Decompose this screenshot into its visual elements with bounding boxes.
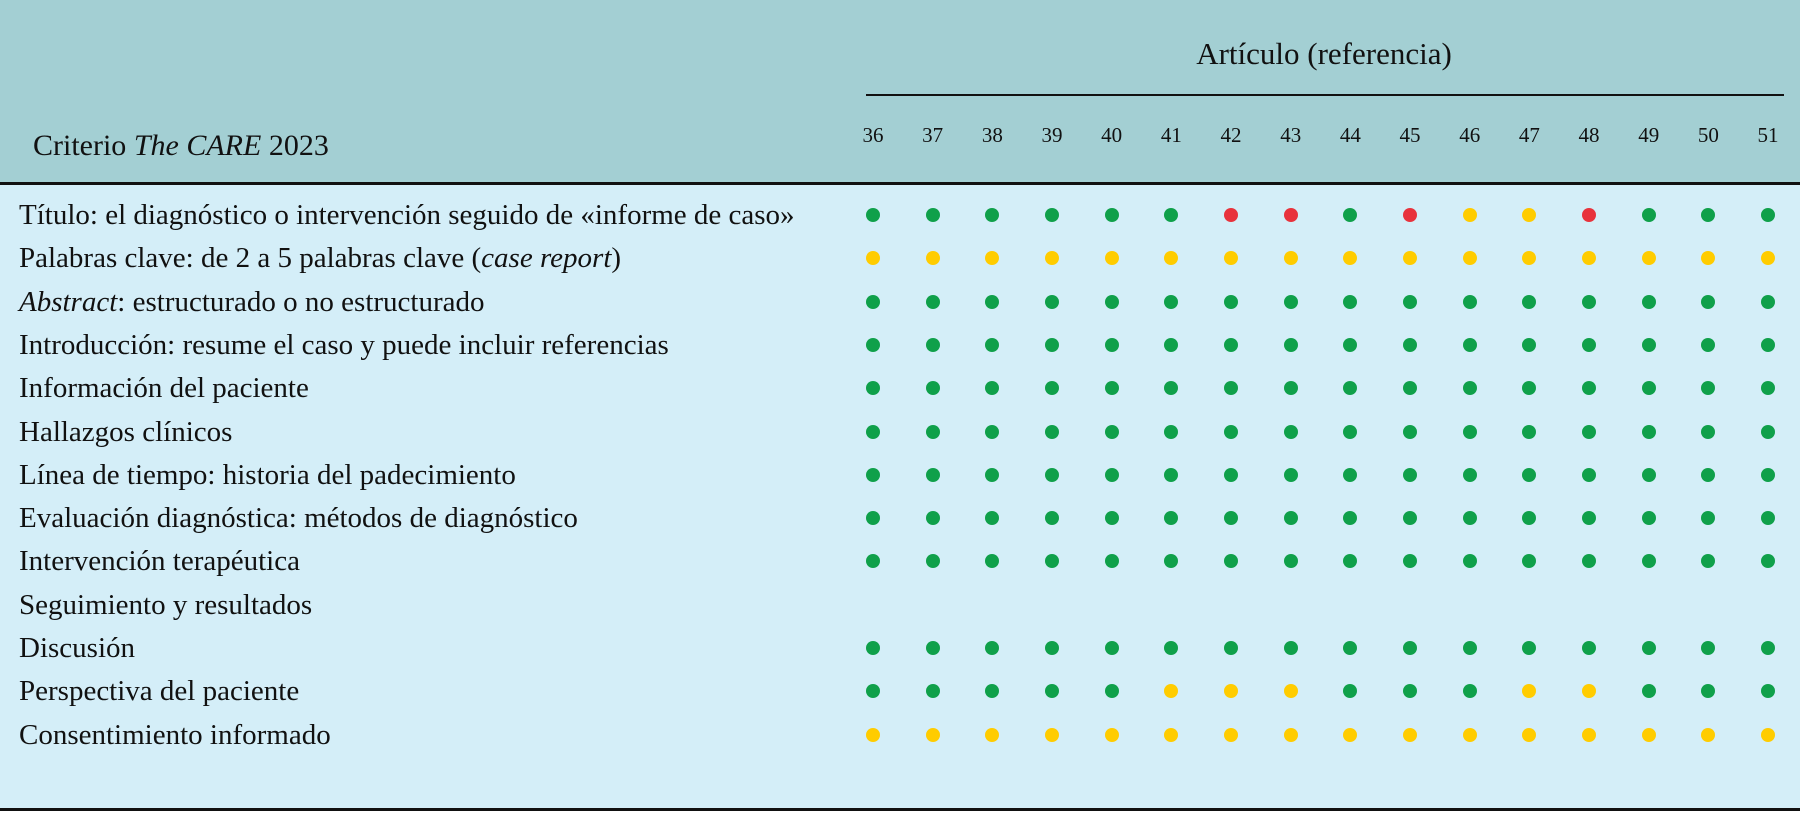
criterion-label-segment: Evaluación diagnóstica: métodos de diagnóstico [19,502,578,535]
criteria-column-heading [33,127,329,165]
status-dot-green [1045,641,1059,655]
status-dot-yellow [926,251,940,265]
criterion-label-segment: Intervención terapéutica [19,545,300,578]
status-dot-green [1582,641,1596,655]
status-dot-yellow [1701,728,1715,742]
status-dot-green [1224,295,1238,309]
status-dot-yellow [1284,728,1298,742]
status-dot-green [1463,554,1477,568]
status-dot-green [1463,468,1477,482]
status-dot-green [1642,641,1656,655]
status-dot-green [1164,295,1178,309]
status-dot-green [1403,338,1417,352]
status-dot-green [1284,425,1298,439]
criterion-label [19,543,300,579]
status-dot-green [926,381,940,395]
status-dot-yellow [926,728,940,742]
status-dot-yellow [1105,251,1119,265]
status-dot-green [926,684,940,698]
status-dot-green [926,468,940,482]
status-dot-green [1343,425,1357,439]
criteria-heading-italic: The CARE [133,129,262,162]
status-dot-green [1642,381,1656,395]
status-dot-yellow [866,728,880,742]
status-dot-green [866,468,880,482]
status-dot-green [926,554,940,568]
status-dot-green [1761,425,1775,439]
status-dot-green [1284,554,1298,568]
criterion-label [19,587,312,623]
status-dot-green [1403,511,1417,525]
status-dot-green [1105,425,1119,439]
criterion-label-segment: Perspectiva del paciente [19,675,300,708]
status-dot-green [866,511,880,525]
status-dot-green [1522,295,1536,309]
status-dot-green [1761,468,1775,482]
status-dot-green [926,295,940,309]
status-dot-green [1701,295,1715,309]
bottom-divider [0,808,1800,811]
criteria-heading-prefix: Criterio [33,129,134,162]
criterion-label [19,370,309,406]
status-dot-green [1463,381,1477,395]
status-dot-green [866,338,880,352]
criterion-label-segment: Consentimiento informado [19,718,331,751]
criterion-label [19,414,232,450]
column-label-48: 48 [1578,123,1600,147]
status-dot-green [1403,295,1417,309]
status-dot-green [866,425,880,439]
status-dot-green [1284,511,1298,525]
criterion-label [19,717,331,753]
criterion-label [19,327,669,363]
status-dot-green [1761,208,1775,222]
column-label-49: 49 [1638,123,1660,147]
status-dot-green [1045,338,1059,352]
status-dot-green [1403,641,1417,655]
status-dot-green [1642,295,1656,309]
status-dot-yellow [1463,251,1477,265]
status-dot-yellow [1642,251,1656,265]
status-dot-green [1761,295,1775,309]
column-label-42: 42 [1220,123,1242,147]
criterion-label [19,500,578,536]
status-dot-green [1045,425,1059,439]
status-dot-green [1642,468,1656,482]
status-dot-green [1403,425,1417,439]
status-dot-green [1105,684,1119,698]
status-dot-green [1105,554,1119,568]
status-dot-yellow [1761,728,1775,742]
status-dot-green [1642,208,1656,222]
status-dot-green [1642,338,1656,352]
status-dot-green [1343,295,1357,309]
status-dot-green [1463,338,1477,352]
status-dot-green [1224,425,1238,439]
criterion-label [19,673,299,709]
column-label-40: 40 [1101,123,1123,147]
criterion-label [19,197,795,233]
column-label-46: 46 [1459,123,1481,147]
status-dot-green [926,208,940,222]
status-dot-green [866,295,880,309]
column-label-44: 44 [1339,123,1361,147]
status-dot-green [985,295,999,309]
status-dot-green [1284,641,1298,655]
status-dot-yellow [1224,728,1238,742]
criterion-label-segment: Discusión [19,632,135,664]
criterion-label [19,240,621,276]
status-dot-green [1582,338,1596,352]
status-dot-green [1582,295,1596,309]
status-dot-green [1224,511,1238,525]
status-dot-green [985,425,999,439]
criterion-label-segment: case report [481,242,612,275]
status-dot-green [1224,641,1238,655]
status-dot-red [1582,208,1596,222]
status-dot-green [1701,425,1715,439]
article-group-heading: Artículo (referencia) [1196,36,1452,71]
status-dot-green [1045,208,1059,222]
status-dot-red [1224,208,1238,222]
status-dot-green [926,641,940,655]
status-dot-yellow [1284,251,1298,265]
group-heading-rule [866,94,1784,96]
status-dot-green [1463,295,1477,309]
status-dot-yellow [1343,728,1357,742]
status-dot-yellow [1403,728,1417,742]
status-dot-green [926,425,940,439]
column-label-41: 41 [1160,123,1182,147]
criterion-label-segment: Seguimiento y resultados [19,588,313,621]
criterion-label-segment: Título: el diagnóstico o intervención seguido de «informe de caso» [19,199,795,231]
status-dot-green [1642,511,1656,525]
status-dot-yellow [1105,728,1119,742]
criterion-label-segment: Línea de tiempo: historia del padecimiento [19,458,516,491]
status-dot-green [1224,338,1238,352]
status-dot-green [1582,468,1596,482]
column-label-47: 47 [1518,123,1540,147]
status-dot-green [1224,468,1238,482]
status-dot-green [926,338,940,352]
status-dot-green [1522,425,1536,439]
status-dot-green [1164,425,1178,439]
status-dot-yellow [1463,208,1477,222]
status-dot-green [1642,554,1656,568]
status-dot-green [1463,511,1477,525]
status-dot-green [1105,641,1119,655]
status-dot-green [1761,338,1775,352]
status-dot-yellow [1284,684,1298,698]
criteria-heading-suffix: 2023 [261,129,329,162]
status-dot-yellow [1642,728,1656,742]
status-dot-green [1463,641,1477,655]
column-label-39: 39 [1041,123,1063,147]
criterion-label [19,284,485,320]
status-dot-yellow [1522,728,1536,742]
criterion-label-segment: Introducción: resume el caso y puede incluir referencias [19,328,669,361]
status-dot-green [1403,468,1417,482]
status-dot-green [1105,468,1119,482]
status-dot-yellow [1045,728,1059,742]
status-dot-green [866,208,880,222]
status-dot-yellow [1164,728,1178,742]
status-dot-green [926,511,940,525]
status-dot-green [1045,468,1059,482]
status-dot-green [1105,511,1119,525]
table-body [0,185,1800,809]
criterion-label-segment: Hallazgos clínicos [19,415,233,448]
criterion-label-segment: ) [611,242,622,275]
status-dot-green [1284,468,1298,482]
status-dot-green [1284,338,1298,352]
status-dot-green [1284,295,1298,309]
status-dot-green [1105,208,1119,222]
column-label-43: 43 [1280,123,1302,147]
criterion-label-segment: : estructurado o no estructurado [117,285,485,318]
status-dot-green [1105,338,1119,352]
status-dot-yellow [1463,728,1477,742]
status-dot-green [1045,295,1059,309]
column-label-36: 36 [862,123,884,147]
criterion-label [19,630,135,666]
status-dot-red [1403,208,1417,222]
column-label-50: 50 [1697,123,1719,147]
criterion-label [19,457,516,493]
column-label-38: 38 [981,123,1003,147]
status-dot-yellow [1582,728,1596,742]
status-dot-green [1642,425,1656,439]
criterion-label-segment: Abstract [19,285,118,318]
criterion-label-segment: Información del paciente [19,372,309,405]
status-dot-green [1642,684,1656,698]
status-dot-green [1284,381,1298,395]
status-dot-green [866,641,880,655]
status-dot-green [1045,511,1059,525]
column-label-51: 51 [1757,123,1779,147]
status-dot-green [1105,381,1119,395]
status-dot-green [1463,684,1477,698]
column-label-45: 45 [1399,123,1421,147]
status-dot-green [1105,295,1119,309]
column-label-37: 37 [922,123,944,147]
status-dot-green [1761,641,1775,655]
status-dot-green [1582,425,1596,439]
status-dot-red [1284,208,1298,222]
status-dot-yellow [985,728,999,742]
status-dot-green [1463,425,1477,439]
criterion-label-segment: Palabras clave: de 2 a 5 palabras clave ( [19,242,482,275]
